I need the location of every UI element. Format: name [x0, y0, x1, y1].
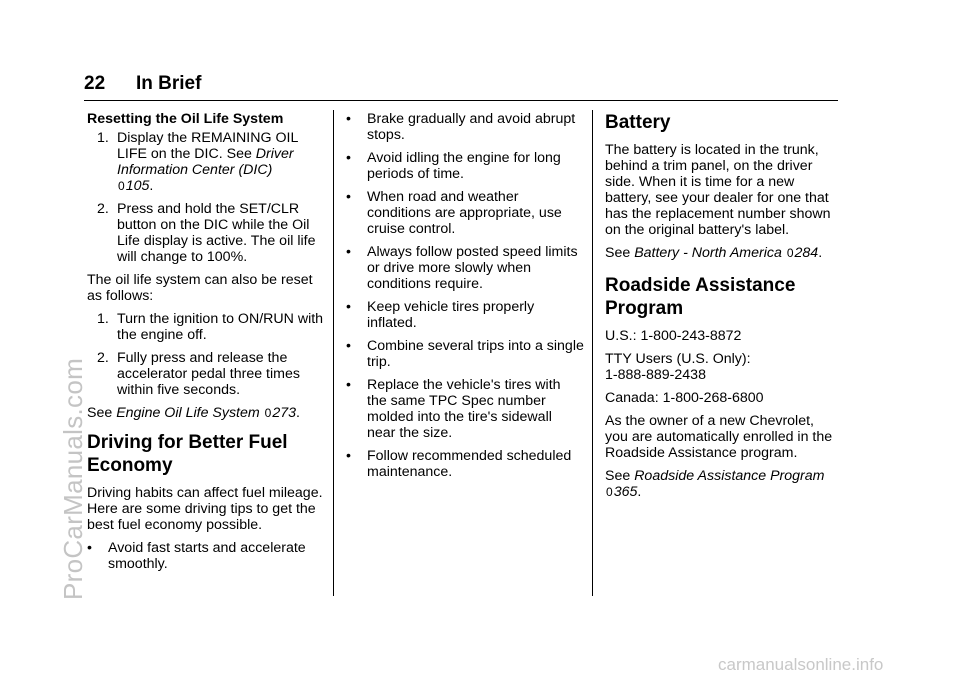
tty-info: TTY Users (U.S. Only): 1-888-889-2438: [605, 351, 751, 383]
page-arrow-icon: 0: [118, 179, 125, 193]
list-item: • Follow recommended scheduled maintenance.: [346, 448, 572, 480]
fuel-intro: Driving habits can affect fuel mileage. Here are some driving tips to get the best fuel economy possible.: [87, 485, 323, 533]
fuel-economy-heading: Driving for Better Fuel Economy: [87, 432, 288, 476]
oil-life-see-ref: See Engine Oil Life System 0273.: [87, 405, 300, 421]
page-arrow-icon: 0: [786, 246, 794, 260]
page-arrow-icon: 0: [264, 406, 272, 420]
list-item: • When road and weather conditions are appropriate, use cruise control.: [346, 189, 562, 237]
list-item: • Keep vehicle tires properly inflated.: [346, 299, 535, 331]
bullet-icon: •: [346, 244, 351, 260]
list-item: 2. Fully press and release the accelerator pedal three times within five seconds.: [97, 350, 300, 398]
roadside-see-ref: See Roadside Assistance Program 0365.: [605, 468, 825, 500]
list-item: • Always follow posted speed limits or drive more slowly when conditions require.: [346, 244, 578, 292]
list-item: • Combine several trips into a single trip.: [346, 338, 584, 370]
bullet-icon: •: [346, 338, 351, 354]
bullet-icon: •: [87, 540, 92, 556]
column-1: [87, 111, 327, 579]
reset-intro: The oil life system can also be reset as follows:: [87, 272, 313, 304]
list-item: 1. Turn the ignition to ON/RUN with the engine off.: [97, 311, 324, 343]
xref-link[interactable]: Roadside Assistance Program: [634, 468, 825, 484]
chapter-title: In Brief: [136, 73, 202, 94]
battery-text: The battery is located in the trunk, behind a trim panel, on the driver side. When it is time for a new battery, see your dealer for one that has the replacement number shown on the original battery's label.: [605, 142, 831, 238]
column-2: [346, 111, 584, 487]
page-ref[interactable]: 273: [272, 405, 297, 421]
bullet-icon: •: [346, 189, 351, 205]
list-item: • Replace the vehicle's tires with the same TPC Spec number molded into the tire's sidewall near the size.: [346, 377, 561, 441]
list-item: 2. Press and hold the SET/CLR button on the DIC while the Oil Life display is active. The oil life will change to 100%.: [97, 201, 316, 265]
oil-life-reset-title: Resetting the Oil Life System: [87, 111, 284, 127]
column-divider: [333, 110, 334, 596]
xref-link[interactable]: Driver Information Center (DIC): [117, 146, 294, 178]
bullet-icon: •: [346, 150, 351, 166]
bullet-icon: •: [346, 299, 351, 315]
owner-text: As the owner of a new Chevrolet, you are automatically enrolled in the Roadside Assistance program.: [605, 413, 833, 461]
page-ref[interactable]: 365: [613, 484, 638, 500]
column-divider: [592, 110, 593, 596]
watermark-bottom: carmanualsonline.info: [718, 655, 884, 674]
battery-see-ref: See Battery - North America 0284.: [605, 245, 823, 261]
page-ref[interactable]: 284: [794, 245, 819, 261]
list-item: 1. Display the REMAINING OIL LIFE on the DIC. See Driver Information Center (DIC) 0105.: [97, 130, 298, 194]
list-item: • Avoid fast starts and accelerate smoothly.: [87, 540, 306, 572]
page-ref[interactable]: 105: [125, 178, 150, 194]
canada-phone: Canada: 1-800-268-6800: [605, 390, 764, 406]
list-item: • Brake gradually and avoid abrupt stops.: [346, 111, 576, 143]
bullet-icon: •: [346, 111, 351, 127]
list-item: • Avoid idling the engine for long periods of time.: [346, 150, 561, 182]
bullet-icon: •: [346, 377, 351, 393]
bullet-icon: •: [346, 448, 351, 464]
column-3: [605, 111, 840, 507]
page-header: [84, 70, 838, 101]
xref-link[interactable]: Battery - North America: [634, 245, 782, 261]
page-number: 22: [84, 73, 106, 94]
xref-link[interactable]: Engine Oil Life System: [116, 405, 260, 421]
us-phone: U.S.: 1-800-243-8872: [605, 328, 742, 344]
roadside-heading: Roadside Assistance Program: [605, 275, 796, 319]
page-arrow-icon: 0: [606, 485, 613, 499]
battery-heading: Battery: [605, 112, 671, 133]
watermark-side: ProCarManuals.com: [58, 357, 88, 600]
